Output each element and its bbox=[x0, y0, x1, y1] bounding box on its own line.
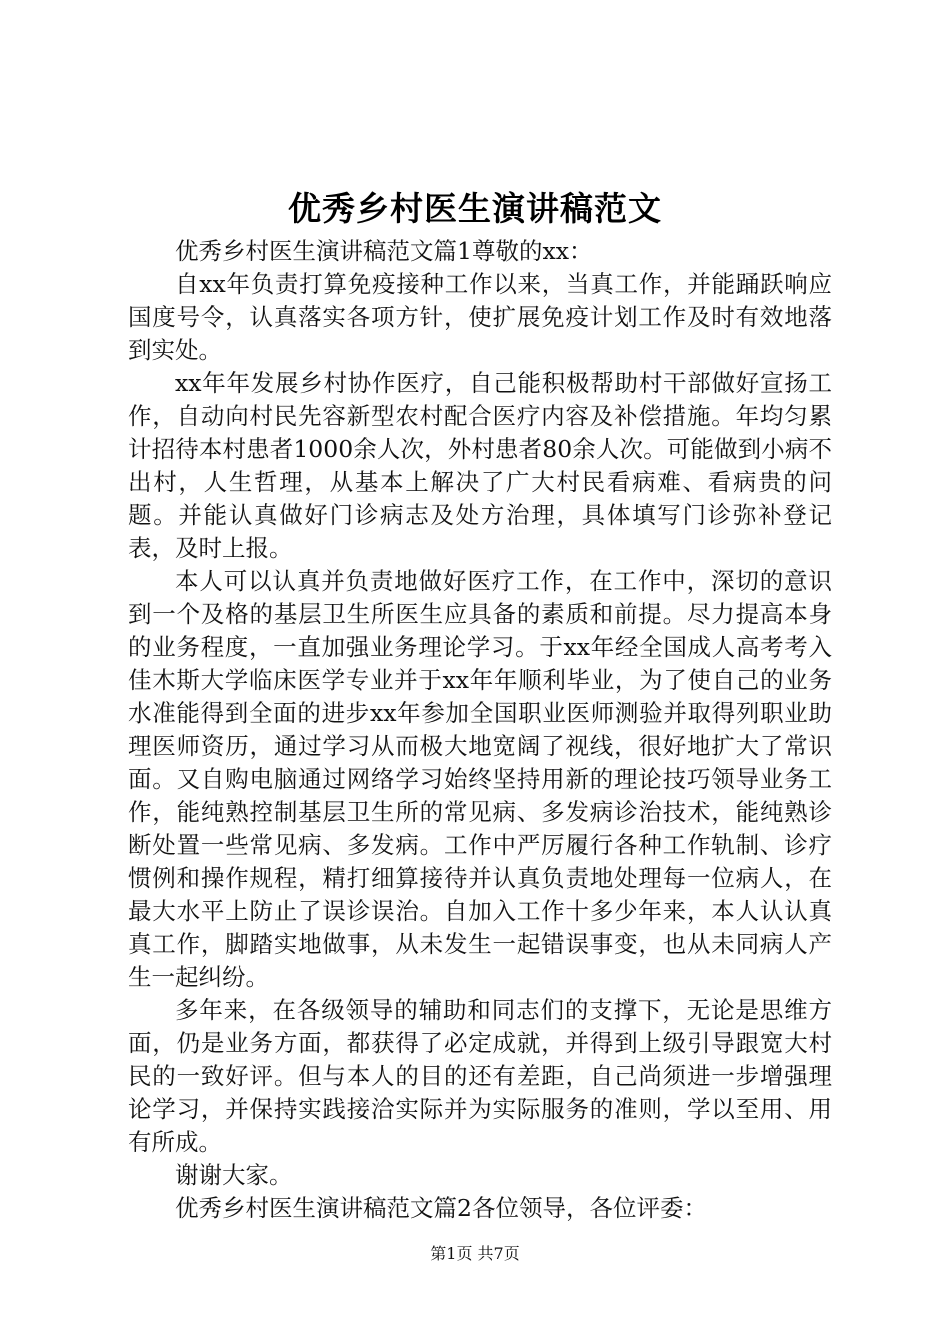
paragraph-5: 多年来，在各级领导的辅助和同志们的支撑下，无论是思维方面，仍是业务方面，都获得了必定成就，并得到上级引导跟宽大村民的一致好评。但与本人的目的还有差距，自己尚须进一步增强理论学习，并保持实践接洽实际并为实际服务的准则，学以至用、用有所成。 bbox=[128, 996, 832, 1156]
document-body bbox=[128, 235, 832, 1225]
page-number-footer: 第1页 共7页 bbox=[430, 1244, 520, 1263]
paragraph-4: 本人可以认真并负责地做好医疗工作，在工作中，深切的意识到一个及格的基层卫生所医生应具备的素质和前提。尽力提高本身的业务程度，一直加强业务理论学习。于xx年经全国成人高考考入佳木斯大学临床医学专业并于xx年年顺利毕业，为了使自己的业务水准能得到全面的进步xx年参加全国职业医师测验并取得列职业助理医师资历，通过学习从而极大地宽阔了视线，很好地扩大了常识面。又自购电脑通过网络学习始终坚持用新的理论技巧领导业务工作，能纯熟控制基层卫生所的常见病、多发病诊治技术，能纯熟诊断处置一些常见病、多发病。工作中严厉履行各种工作轨制、诊疗惯例和操作规程，精打细算接待并认真负责地处理每一位病人，在最大水平上防止了误诊误治。自加入工作十多少年来，本人认认真真工作，脚踏实地做事，从未发生一起错误事变，也从未同病人产生一起纠纷。 bbox=[128, 567, 832, 991]
paragraph-7: 优秀乡村医生演讲稿范文篇2各位领导，各位评委： bbox=[175, 1194, 707, 1222]
paragraph-6: 谢谢大家。 bbox=[175, 1161, 293, 1189]
paragraph-1: 优秀乡村医生演讲稿范文篇1尊敬的xx： bbox=[175, 237, 593, 265]
document-title: 优秀乡村医生演讲稿范文 bbox=[288, 189, 662, 228]
paragraph-3: xx年年发展乡村协作医疗，自己能积极帮助村干部做好宣扬工作，自动向村民先容新型农村配合医疗内容及补偿措施。年均匀累计招待本村患者1000余人次，外村患者80余人次。可能做到小病不出村，人生哲理，从基本上解决了广大村民看病难、看病贵的问题。并能认真做好门诊病志及处方治理，具体填写门诊弥补登记表，及时上报。 bbox=[128, 369, 832, 562]
paragraph-2: 自xx年负责打算免疫接种工作以来，当真工作，并能踊跃响应国度号令，认真落实各项方针，使扩展免疫计划工作及时有效地落到实处。 bbox=[128, 270, 832, 364]
